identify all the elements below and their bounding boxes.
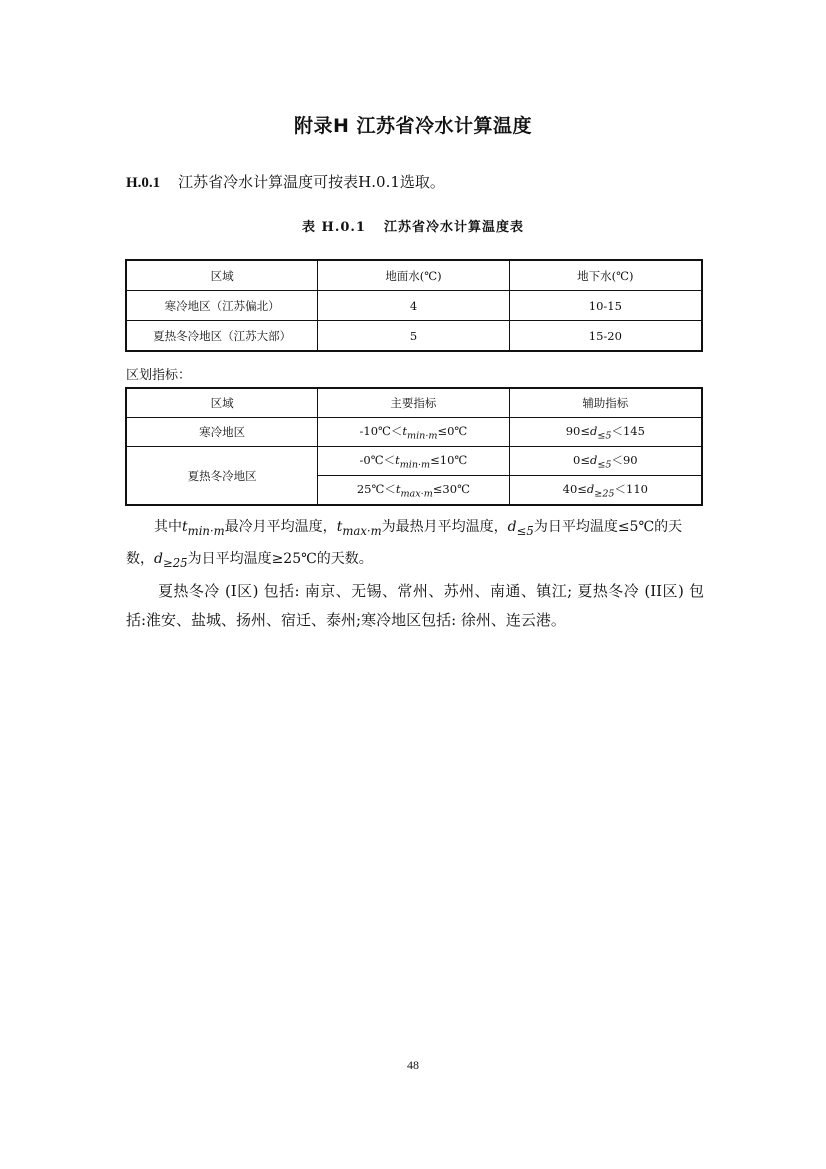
formula-text: 25℃＜ (356, 481, 396, 496)
formula-variable: d (586, 481, 595, 496)
clause-text: 江苏省冷水计算温度可按表H.0.1选取。 (178, 173, 445, 191)
cell-main-index (318, 418, 509, 447)
formula-text: ＜145 (611, 423, 645, 438)
zone-areas-note: 夏热冬冷 (I区) 包括: 南京、无锡、常州、苏州、南通、镇江; 夏热冬冷 (II区) 包括:淮安、盐城、扬州、宿迁、泰州;寒冷地区包括: 徐州、连云港。 (126, 582, 704, 629)
note-text: 为日平均温度≤5℃的天数， (126, 519, 683, 567)
cell-groundwater: 10-15 (509, 291, 702, 321)
page-number: 48 (407, 1058, 419, 1072)
formula-variable: t (402, 423, 408, 438)
formula-variable: t (336, 519, 343, 535)
formula-text: ＜90 (611, 452, 638, 467)
formula-variable: d (589, 423, 598, 438)
formula-text: ＜110 (614, 481, 648, 496)
table-header-row (126, 260, 702, 291)
zone-index-label: 区划指标： (126, 368, 192, 383)
cell-region-cold: 寒冷地区 (126, 418, 318, 447)
table-header-row (126, 388, 702, 418)
clause-h01 (126, 171, 445, 192)
cell-surface-water: 5 (318, 321, 509, 352)
definitions-note (126, 513, 704, 577)
formula-subscript: ≤5 (597, 459, 612, 471)
formula-text: ≤10℃ (430, 452, 468, 467)
cell-groundwater: 15-20 (509, 321, 702, 352)
table-caption-number: 表 H.0.1 (302, 220, 366, 235)
page-title: 附录H 江苏省冷水计算温度 (293, 115, 533, 137)
formula-variable: t (182, 519, 188, 535)
table-row (126, 418, 702, 447)
header-region: 区域 (126, 388, 318, 418)
note-text: 为日平均温度≥25℃的天数。 (187, 550, 373, 567)
header-main-index: 主要指标 (318, 388, 509, 418)
clause-number: H.0.1 (126, 175, 161, 191)
header-groundwater: 地下水(℃) (509, 260, 702, 291)
formula-subscript: ≤5 (516, 523, 534, 538)
formula-subscript: ≥25 (162, 555, 188, 570)
formula-variable: t (395, 481, 401, 496)
table-row (126, 447, 702, 476)
cell-aux-index (509, 447, 702, 476)
header-region: 区域 (126, 260, 318, 291)
cold-water-temperature-table (125, 259, 703, 352)
formula-variable: d (589, 452, 598, 467)
formula-subscript: max·m (400, 488, 433, 500)
formula-subscript: min·m (407, 430, 438, 442)
zone-index-table (125, 387, 703, 506)
note-text: 为最热月平均温度， (381, 519, 508, 535)
formula-variable: d (154, 550, 163, 567)
cell-aux-index (509, 476, 702, 506)
formula-text: 0≤ (573, 452, 590, 467)
table-row (126, 321, 702, 352)
formula-text: ≤30℃ (432, 481, 470, 496)
formula-text: -0℃＜ (359, 452, 396, 467)
cell-main-index (318, 447, 509, 476)
cell-region: 夏热冬冷地区（江苏大部） (126, 321, 318, 352)
cell-main-index (318, 476, 509, 506)
formula-text: -10℃＜ (359, 423, 403, 438)
formula-subscript: ≥25 (594, 488, 615, 500)
table-row (126, 291, 702, 321)
formula-text: ≤0℃ (437, 423, 468, 438)
formula-variable: t (395, 452, 400, 467)
cell-aux-index (509, 418, 702, 447)
formula-text: 40≤ (562, 481, 587, 496)
header-aux-index: 辅助指标 (509, 388, 702, 418)
formula-subscript: max·m (342, 523, 382, 538)
table-caption (0, 216, 826, 235)
formula-subscript: min·m (399, 459, 431, 471)
note-text: 最冷月平均温度， (224, 519, 337, 535)
formula-subscript: min·m (187, 523, 225, 538)
cell-surface-water: 4 (318, 291, 509, 321)
formula-text: 90≤ (565, 423, 590, 438)
table-caption-title: 江苏省冷水计算温度表 (383, 220, 524, 235)
header-surface-water: 地面水(℃) (318, 260, 509, 291)
cell-region-hot-summer-cold-winter: 夏热冬冷地区 (126, 447, 318, 506)
formula-subscript: ≤5 (597, 430, 612, 442)
cell-region: 寒冷地区（江苏偏北） (126, 291, 318, 321)
note-text: 其中 (154, 519, 182, 535)
formula-variable: d (507, 519, 517, 535)
